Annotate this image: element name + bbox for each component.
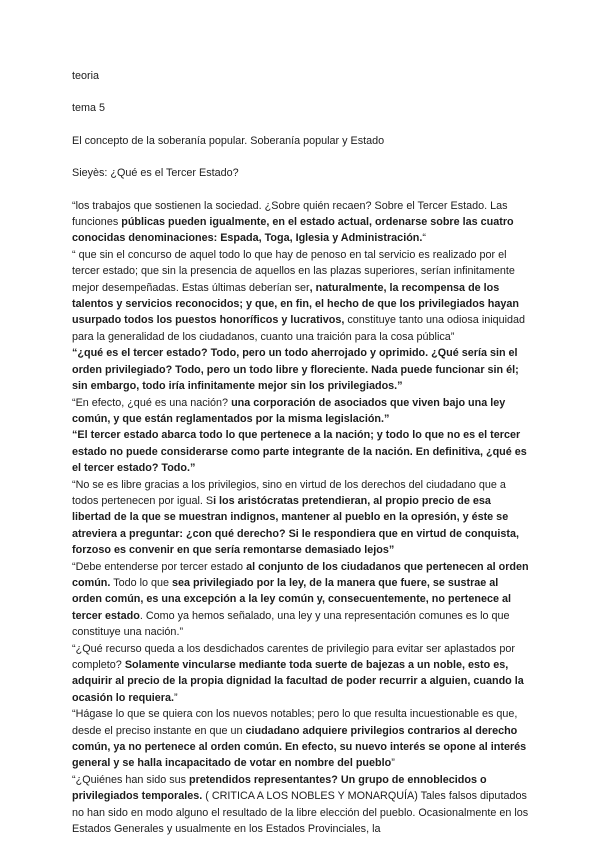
- quote-paragraph: [72, 345, 530, 394]
- quote-paragraph: [72, 706, 530, 772]
- bold-run: “¿qué es el tercer estado? Todo, pero un todo aherrojado y oprimido. ¿Qué sería sin el orden privilegiado? Todo, pero un todo libre y floreciente. Nada puede funcionar sin él; sin embargo, todo iría infinitamente mejor sin los privilegiados.”: [72, 347, 519, 393]
- text-run: “los trabajos que sostienen la sociedad. ¿Sobre quién recaen? Sobre el Tercer Estado. Las funciones: [72, 199, 508, 229]
- quote-paragraph: [72, 772, 530, 838]
- subject-label: teoria: [72, 70, 100, 82]
- bold-run: pretendidos representantes? Un grupo de ennoblecidos o privilegiados temporales.: [72, 773, 487, 803]
- text-run: “¿Qué recurso queda a los desdichados carentes de privilegio para evitar ser aplastados por completo?: [72, 642, 515, 671]
- section-heading: Sieyès: ¿Qué es el Tercer Estado?: [72, 167, 239, 180]
- quote-paragraph: [72, 247, 530, 345]
- quote-paragraph: [72, 641, 530, 707]
- bold-run: i los aristócratas pretendieran, al propio precio de esa libertad de la que se muestran indignos, mantener al pueblo en la opresión, y éste se atreviera a preguntar: ¿con qué derecho? Si le respondiera que en virtud de conquista, forzoso es convenir en que sería remontarse demasiado lejos”: [72, 494, 519, 557]
- bold-run: “El tercer estado abarca todo lo que pertenece a la nación; y todo lo que no es el tercer estado no puede considerarse como parte integrante de la nación. En definitiva, ¿qué es el tercer estado? Todo.”: [72, 429, 527, 475]
- quote-paragraph: [72, 477, 530, 559]
- bold-run: Solamente vincularse mediante toda suerte de bajezas a un noble, esto es, adquirir al precio de la propia dignidad la facultad de poder recurrir a alguien, cuando la ocasión lo requiera.: [72, 659, 524, 704]
- text-run: “¿Quiénes han sido sus: [72, 773, 190, 786]
- text-run: “No se es libre gracias a los privilegios, sino en virtud de los derechos del ciudadano que a todos pertenecen por igual. S: [72, 478, 506, 507]
- bold-run: al conjunto de los ciudadanos que pertenecen al orden común.: [72, 560, 529, 589]
- topic-label: tema 5: [72, 102, 106, 115]
- quote-paragraph: [72, 559, 530, 641]
- text-run: constituye tanto una odiosa iniquidad para la generalidad de los ciudadanos, cuanto una traición para la cosa pública”: [72, 314, 526, 343]
- text-run: “En efecto, ¿qué es una nación?: [72, 396, 232, 409]
- bold-run: , naturalmente, la recompensa de los talentos y servicios reconocidos; y que, en fin, el hecho de que los privilegiados hayan usurpado todos los puestos honoríficos y lucrativos,: [72, 281, 519, 327]
- text-run: Todo lo que: [110, 576, 173, 589]
- bold-run: ciudadano adquiere privilegios contrarios al derecho común, ya no pertenece al orden común. En efecto, su nuevo interés se opone al interés general y se halla incapacitado de votar en nombre del pueblo: [72, 724, 527, 770]
- quote-paragraph: [72, 198, 530, 247]
- text-run: “: [422, 232, 426, 245]
- document-page: [72, 68, 530, 837]
- text-run: “Hágase lo que se quiera con los nuevos notables; pero lo que resulta incuestionable es que, desde el preciso instante en que un: [72, 708, 518, 737]
- bold-run: sea privilegiado por la ley, de la manera que fuere, se sustrae al orden común, es una excepción a la ley común y, consecuentemente, no pertenece al tercer estado: [72, 576, 512, 622]
- quote-paragraph: [72, 427, 530, 476]
- text-run: “Debe entenderse por tercer estado: [72, 560, 247, 573]
- body-text: [72, 198, 530, 838]
- text-run: ”: [174, 691, 178, 704]
- text-run: ”: [391, 757, 395, 770]
- document-title: El concepto de la soberanía popular. Soberanía popular y Estado: [72, 134, 385, 147]
- text-run: “ que sin el concurso de aquel todo lo que hay de penoso en tal servicio es realizado por el tercer estado; que sin la presencia de aquellos en las plazas superiores, serían infinitamente mejor desempeñadas. Estas últimas deberían ser: [72, 248, 515, 294]
- quote-paragraph: [72, 395, 530, 428]
- bold-run: públicas pueden igualmente, en el estado actual, ordenarse sobre las cuatro conocidas denominaciones: Espada, Toga, Iglesia y Administración.: [72, 216, 514, 245]
- text-run: . Como ya hemos señalado, una ley y una representación comunes es lo que constituye una nación.”: [72, 609, 510, 639]
- bold-run: una corporación de asociados que viven bajo una ley común, y que están reglamentados por la misma legislación.”: [72, 396, 506, 425]
- text-run: ( CRITICA A LOS NOBLES Y MONARQUÍA) Tales falsos diputados no han sido en modo alguno el resultado de la libre elección del pueblo. Ocasionalmente en los Estados Generales y usualmente en los Estados Provinciales, la: [72, 790, 529, 836]
